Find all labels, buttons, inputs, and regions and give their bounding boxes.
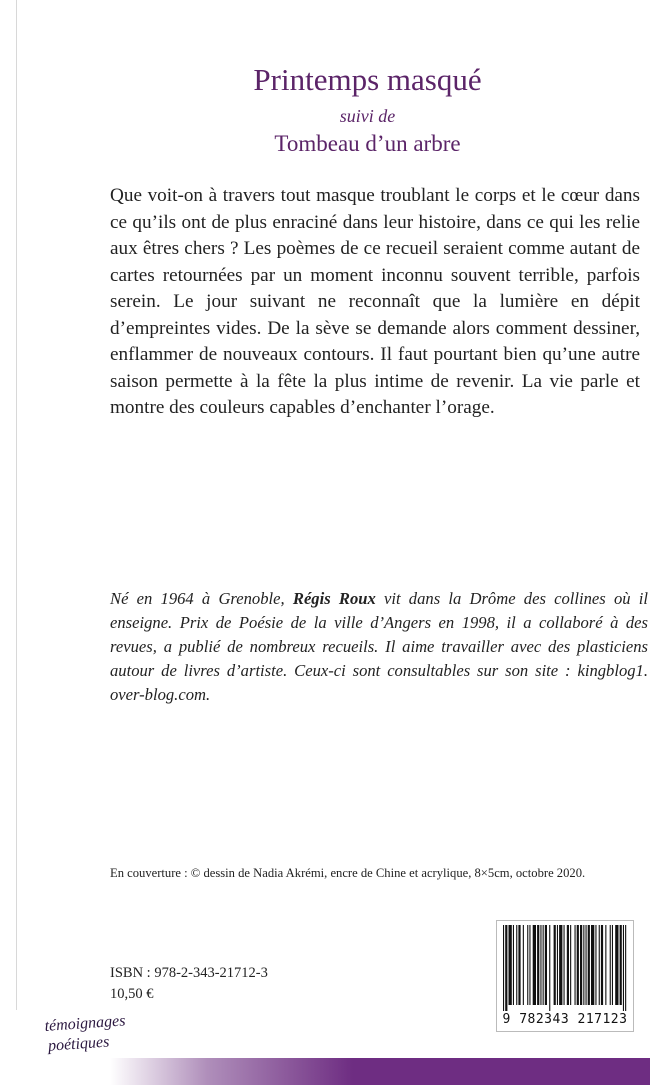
book-subtitle: Tombeau d’un arbre xyxy=(274,131,461,156)
barcode-bars xyxy=(501,923,629,1011)
bottom-color-band xyxy=(110,1058,650,1085)
book-title: Printemps masqué xyxy=(253,62,482,97)
price: 10,50 € xyxy=(110,986,154,1002)
collection-logo xyxy=(44,1011,127,1057)
author-bio xyxy=(110,587,648,707)
bio-text: vit dans la Drôme des collines où il enseigne. Prix de Poésie de la ville d’Angers en 1998, il a collaboré à des revues, a publié de nombreux recueils. Il aime travailler avec des plasticiens autour de livres d’artiste. Ceux-ci sont consultables sur son site : kingblog1. over-blog.com. xyxy=(110,589,648,704)
cover-credit: En couverture : © dessin de Nadia Akrémi, encre de Chine et acrylique, 8×5cm, octobre 2020. xyxy=(110,866,586,880)
collection-line-1: témoignages xyxy=(44,1012,126,1035)
author-name: Régis Roux xyxy=(292,589,376,608)
back-cover-blurb: Que voit-on à travers tout masque troublant le corps et le cœur dans ce qu’ils ont de plus enraciné dans leur histoire, dans ce qui les relie aux êtres chers ? Les poèmes de ce recueil seraient comme autant de cartes retournées par un moment inconnu souvent terrible, parfois serein. Le jour suivant ne reconnaît que la lumière en dépit d’empreintes vides. De la sève se demande alors comment dessiner, enflammer de nouveaux contours. Il faut pourtant bien qu’une autre saison permette à la fête la plus intime de revenir. La vie parle et montre des couleurs capables d’enchanter l’orage. xyxy=(110,185,640,418)
isbn-barcode xyxy=(496,920,634,1032)
collection-line-2: poétiques xyxy=(47,1033,110,1055)
isbn: ISBN : 978-2-343-21712-3 xyxy=(110,965,268,981)
barcode-digits: 9 782343 217123 xyxy=(502,1012,628,1027)
bio-intro: Né en 1964 à Grenoble, xyxy=(110,589,293,608)
suivi-de-label: suivi de xyxy=(339,106,396,126)
